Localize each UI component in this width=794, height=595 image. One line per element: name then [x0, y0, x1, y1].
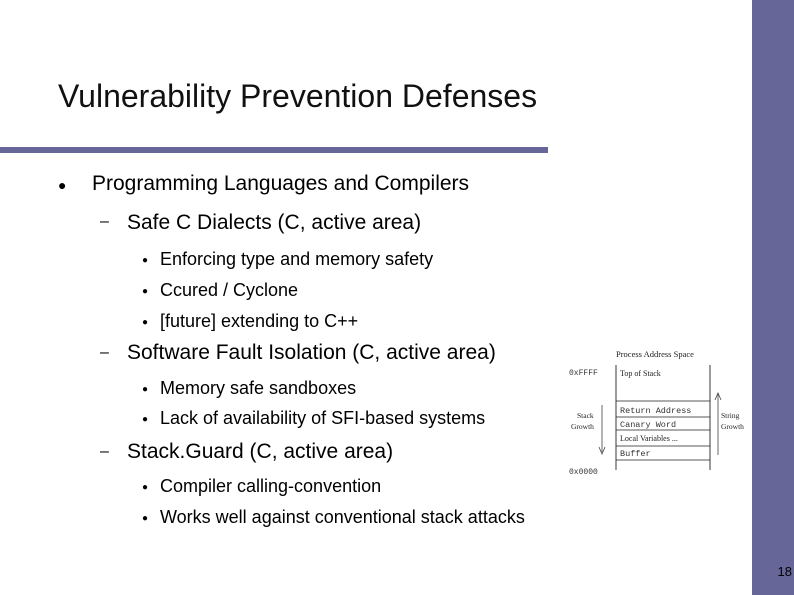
bullet-marker: ●	[142, 286, 149, 297]
region-label: Canary Word	[620, 420, 677, 430]
bottom-address: 0x0000	[569, 468, 598, 477]
dash-marker: –	[100, 344, 109, 361]
stack-diagram	[566, 345, 756, 480]
list-item: [future] extending to C++	[160, 311, 359, 331]
stack-growth-label: Growth	[571, 422, 594, 431]
stack-growth-label: Stack	[577, 411, 594, 420]
list-item: Programming Languages and Compilers	[92, 172, 470, 195]
region-label: Top of Stack	[620, 369, 661, 378]
bullet-marker: ●	[142, 482, 149, 493]
list-item: Stack.Guard (C, active area)	[127, 440, 394, 463]
top-address: 0xFFFF	[569, 369, 598, 378]
region-label: Local Variables ...	[620, 434, 678, 443]
bullet-marker: ●	[142, 384, 149, 395]
list-item: Enforcing type and memory safety	[160, 249, 434, 269]
list-item: Safe C Dialects (C, active area)	[127, 211, 422, 234]
dash-marker: –	[100, 443, 109, 460]
bullet-marker: ●	[142, 317, 149, 328]
region-label: Return Address	[620, 406, 692, 416]
page-number: 18	[777, 564, 792, 579]
diagram-title: Process Address Space	[616, 349, 694, 359]
list-item: Compiler calling-convention	[160, 476, 382, 496]
dash-marker: –	[100, 213, 109, 230]
region-label: Buffer	[620, 449, 651, 459]
slide-title: Vulnerability Prevention Defenses	[58, 78, 538, 114]
string-growth-label: String	[721, 411, 740, 420]
list-item: Works well against conventional stack attacks	[160, 507, 525, 527]
accent-sidebar	[752, 0, 794, 595]
bullet-marker: ●	[142, 255, 149, 266]
bullet-marker: ●	[142, 414, 149, 425]
bullet-marker: ●	[142, 513, 149, 524]
bullet-marker: ●	[58, 177, 67, 193]
list-item: Lack of availability of SFI-based systems	[160, 408, 486, 428]
list-item: Ccured / Cyclone	[160, 280, 299, 300]
string-growth-label: Growth	[721, 422, 744, 431]
title-underline	[0, 147, 548, 153]
list-item: Memory safe sandboxes	[160, 378, 357, 398]
list-item: Software Fault Isolation (C, active area)	[127, 341, 496, 364]
